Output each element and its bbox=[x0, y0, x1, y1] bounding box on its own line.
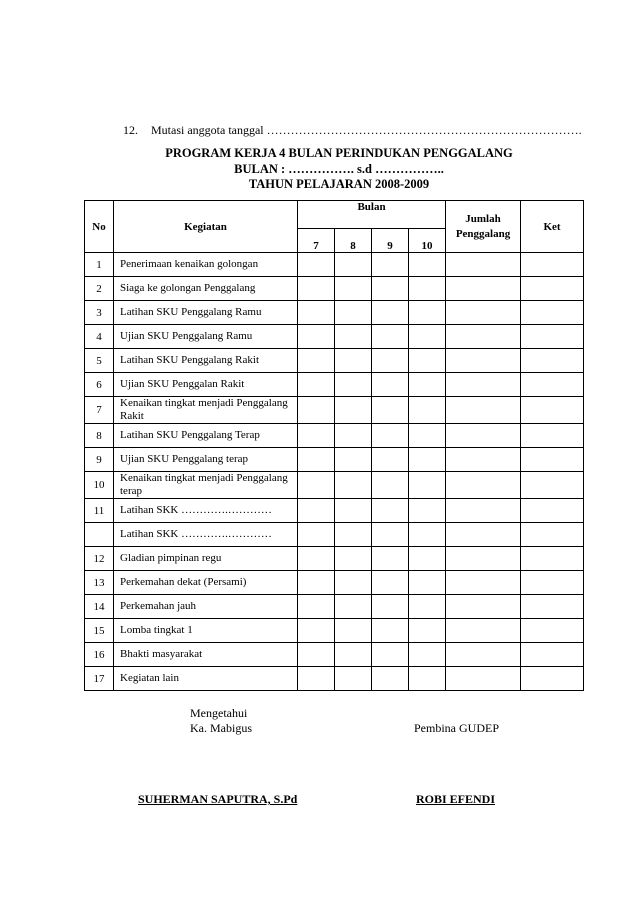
month-8-cell[interactable] bbox=[335, 619, 372, 643]
month-7-cell[interactable] bbox=[298, 472, 335, 499]
right-signatory-name: ROBI EFENDI bbox=[416, 792, 496, 806]
row-number: 3 bbox=[85, 301, 114, 325]
month-10-cell[interactable] bbox=[409, 472, 446, 499]
row-kegiatan: Kenaikan tingkat menjadi Penggalang terap bbox=[114, 472, 298, 499]
month-7-cell[interactable] bbox=[298, 667, 335, 691]
month-7-cell[interactable] bbox=[298, 424, 335, 448]
month-10-cell[interactable] bbox=[409, 373, 446, 397]
row-kegiatan: Perkemahan jauh bbox=[114, 595, 298, 619]
row-number: 1 bbox=[85, 253, 114, 277]
month-8-cell[interactable] bbox=[335, 301, 372, 325]
month-10-cell[interactable] bbox=[409, 595, 446, 619]
ket-cell[interactable] bbox=[521, 643, 584, 667]
month-9-cell[interactable] bbox=[372, 619, 409, 643]
month-8-cell[interactable] bbox=[335, 523, 372, 547]
month-10-cell[interactable] bbox=[409, 448, 446, 472]
table-row bbox=[85, 277, 584, 301]
month-10-cell[interactable] bbox=[409, 499, 446, 523]
month-8-cell[interactable] bbox=[335, 472, 372, 499]
row-kegiatan: Kegiatan lain bbox=[114, 667, 298, 691]
ket-cell[interactable] bbox=[521, 349, 584, 373]
month-7-cell[interactable] bbox=[298, 643, 335, 667]
table-row bbox=[85, 325, 584, 349]
row-kegiatan: Siaga ke golongan Penggalang bbox=[114, 277, 298, 301]
jumlah-cell[interactable] bbox=[446, 523, 521, 547]
ka-mabigus-label: Ka. Mabigus bbox=[190, 721, 252, 735]
month-7-cell[interactable] bbox=[298, 499, 335, 523]
month-8-cell[interactable] bbox=[335, 277, 372, 301]
table-row bbox=[85, 667, 584, 691]
month-8-cell[interactable] bbox=[335, 397, 372, 424]
ket-cell[interactable] bbox=[521, 472, 584, 499]
month-8-cell[interactable] bbox=[335, 499, 372, 523]
row-kegiatan: Gladian pimpinan regu bbox=[114, 547, 298, 571]
month-8-cell[interactable] bbox=[335, 325, 372, 349]
row-number: 14 bbox=[85, 595, 114, 619]
month-7-cell[interactable] bbox=[298, 373, 335, 397]
table-row bbox=[85, 424, 584, 448]
month-8-cell[interactable] bbox=[335, 571, 372, 595]
row-number: 12 bbox=[85, 547, 114, 571]
row-kegiatan: Perkemahan dekat (Persami) bbox=[114, 571, 298, 595]
row-number: 15 bbox=[85, 619, 114, 643]
row-kegiatan: Ujian SKU Penggalang Ramu bbox=[114, 325, 298, 349]
month-9-cell[interactable] bbox=[372, 325, 409, 349]
table-row bbox=[85, 619, 584, 643]
table-row bbox=[85, 472, 584, 499]
month-10-cell[interactable] bbox=[409, 643, 446, 667]
month-9-cell[interactable] bbox=[372, 253, 409, 277]
month-7-cell[interactable] bbox=[298, 301, 335, 325]
ket-cell[interactable] bbox=[521, 499, 584, 523]
header-jumlah: Jumlah Penggalang bbox=[446, 201, 521, 253]
month-7-cell[interactable] bbox=[298, 547, 335, 571]
month-8-cell[interactable] bbox=[335, 643, 372, 667]
month-9-cell[interactable] bbox=[372, 523, 409, 547]
month-7-cell[interactable] bbox=[298, 571, 335, 595]
jumlah-cell[interactable] bbox=[446, 349, 521, 373]
row-number: 9 bbox=[85, 448, 114, 472]
month-7-cell[interactable] bbox=[298, 253, 335, 277]
header-ket: Ket bbox=[521, 201, 584, 253]
row-kegiatan: Latihan SKK ………….………… bbox=[114, 523, 298, 547]
month-9-cell[interactable] bbox=[372, 277, 409, 301]
jumlah-cell[interactable] bbox=[446, 547, 521, 571]
row-number: 5 bbox=[85, 349, 114, 373]
row-number: 16 bbox=[85, 643, 114, 667]
ket-cell[interactable] bbox=[521, 277, 584, 301]
month-8-cell[interactable] bbox=[335, 595, 372, 619]
jumlah-cell[interactable] bbox=[446, 448, 521, 472]
table-body bbox=[85, 253, 584, 691]
table-row bbox=[85, 397, 584, 424]
ket-cell[interactable] bbox=[521, 448, 584, 472]
title-line-2: BULAN : ……………. s.d …………….. bbox=[234, 162, 444, 176]
row-number: 6 bbox=[85, 373, 114, 397]
row-number: 7 bbox=[85, 397, 114, 424]
month-8-cell[interactable] bbox=[335, 448, 372, 472]
table-row bbox=[85, 448, 584, 472]
header-no: No bbox=[85, 201, 114, 253]
month-7-cell[interactable] bbox=[298, 595, 335, 619]
table-row bbox=[85, 349, 584, 373]
ket-cell[interactable] bbox=[521, 253, 584, 277]
row-kegiatan: Ujian SKU Penggalang terap bbox=[114, 448, 298, 472]
row-number: 17 bbox=[85, 667, 114, 691]
ket-cell[interactable] bbox=[521, 667, 584, 691]
row-number: 10 bbox=[85, 472, 114, 499]
mengetahui-label: Mengetahui bbox=[190, 706, 248, 720]
row-kegiatan: Latihan SKU Penggalang Ramu bbox=[114, 301, 298, 325]
month-7-cell[interactable] bbox=[298, 277, 335, 301]
header-month-8: 8 bbox=[335, 229, 372, 253]
month-9-cell[interactable] bbox=[372, 571, 409, 595]
month-9-cell[interactable] bbox=[372, 397, 409, 424]
month-8-cell[interactable] bbox=[335, 547, 372, 571]
month-9-cell[interactable] bbox=[372, 667, 409, 691]
month-7-cell[interactable] bbox=[298, 523, 335, 547]
jumlah-cell[interactable] bbox=[446, 301, 521, 325]
row-number: 4 bbox=[85, 325, 114, 349]
row-kegiatan: Lomba tingkat 1 bbox=[114, 619, 298, 643]
month-8-cell[interactable] bbox=[335, 349, 372, 373]
month-7-cell[interactable] bbox=[298, 619, 335, 643]
jumlah-cell[interactable] bbox=[446, 472, 521, 499]
month-8-cell[interactable] bbox=[335, 424, 372, 448]
month-8-cell[interactable] bbox=[335, 667, 372, 691]
month-10-cell[interactable] bbox=[409, 397, 446, 424]
month-9-cell[interactable] bbox=[372, 349, 409, 373]
jumlah-cell[interactable] bbox=[446, 595, 521, 619]
program-table bbox=[84, 200, 584, 691]
jumlah-cell[interactable] bbox=[446, 373, 521, 397]
month-10-cell[interactable] bbox=[409, 424, 446, 448]
jumlah-cell[interactable] bbox=[446, 325, 521, 349]
header-month-7: 7 bbox=[298, 229, 335, 253]
month-10-cell[interactable] bbox=[409, 619, 446, 643]
jumlah-cell[interactable] bbox=[446, 499, 521, 523]
month-9-cell[interactable] bbox=[372, 472, 409, 499]
table-row bbox=[85, 547, 584, 571]
ket-cell[interactable] bbox=[521, 424, 584, 448]
row-kegiatan: Latihan SKK ………….………… bbox=[114, 499, 298, 523]
month-7-cell[interactable] bbox=[298, 349, 335, 373]
row-number: 13 bbox=[85, 571, 114, 595]
table-row bbox=[85, 499, 584, 523]
jumlah-cell[interactable] bbox=[446, 667, 521, 691]
month-9-cell[interactable] bbox=[372, 595, 409, 619]
ket-cell[interactable] bbox=[521, 619, 584, 643]
month-10-cell[interactable] bbox=[409, 277, 446, 301]
month-7-cell[interactable] bbox=[298, 397, 335, 424]
month-9-cell[interactable] bbox=[372, 547, 409, 571]
header-month-10: 10 bbox=[409, 229, 446, 253]
month-10-cell[interactable] bbox=[409, 253, 446, 277]
pembina-gudep-label: Pembina GUDEP bbox=[414, 721, 499, 735]
table-row bbox=[85, 595, 584, 619]
jumlah-cell[interactable] bbox=[446, 424, 521, 448]
jumlah-cell[interactable] bbox=[446, 643, 521, 667]
row-kegiatan: Penerimaan kenaikan golongan bbox=[114, 253, 298, 277]
month-9-cell[interactable] bbox=[372, 373, 409, 397]
ket-cell[interactable] bbox=[521, 397, 584, 424]
jumlah-cell[interactable] bbox=[446, 619, 521, 643]
title-line-1: PROGRAM KERJA 4 BULAN PERINDUKAN PENGGALANG bbox=[165, 146, 513, 160]
ket-cell[interactable] bbox=[521, 301, 584, 325]
month-9-cell[interactable] bbox=[372, 424, 409, 448]
jumlah-cell[interactable] bbox=[446, 277, 521, 301]
header-month-9: 9 bbox=[372, 229, 409, 253]
row-number bbox=[85, 523, 114, 547]
table-row bbox=[85, 373, 584, 397]
title-line-3: TAHUN PELAJARAN 2008-2009 bbox=[248, 177, 430, 191]
month-8-cell[interactable] bbox=[335, 373, 372, 397]
month-7-cell[interactable] bbox=[298, 325, 335, 349]
month-10-cell[interactable] bbox=[409, 349, 446, 373]
month-9-cell[interactable] bbox=[372, 643, 409, 667]
ket-cell[interactable] bbox=[521, 547, 584, 571]
row-kegiatan: Latihan SKU Penggalang Rakit bbox=[114, 349, 298, 373]
item-text: Mutasi anggota tanggal ……………………………………………………………………. bbox=[151, 123, 582, 137]
row-kegiatan: Kenaikan tingkat menjadi Penggalang Rakit bbox=[114, 397, 298, 424]
row-kegiatan: Bhakti masyarakat bbox=[114, 643, 298, 667]
month-9-cell[interactable] bbox=[372, 448, 409, 472]
table-row bbox=[85, 253, 584, 277]
month-7-cell[interactable] bbox=[298, 448, 335, 472]
row-kegiatan: Latihan SKU Penggalang Terap bbox=[114, 424, 298, 448]
row-kegiatan: Ujian SKU Penggalan Rakit bbox=[114, 373, 298, 397]
jumlah-cell[interactable] bbox=[446, 253, 521, 277]
table-row bbox=[85, 523, 584, 547]
table-row bbox=[85, 301, 584, 325]
jumlah-cell[interactable] bbox=[446, 397, 521, 424]
left-signatory-name: SUHERMAN SAPUTRA, S.Pd bbox=[138, 792, 298, 806]
row-number: 8 bbox=[85, 424, 114, 448]
month-10-cell[interactable] bbox=[409, 325, 446, 349]
row-number: 2 bbox=[85, 277, 114, 301]
ket-cell[interactable] bbox=[521, 523, 584, 547]
row-number: 11 bbox=[85, 499, 114, 523]
month-10-cell[interactable] bbox=[409, 571, 446, 595]
ket-cell[interactable] bbox=[521, 373, 584, 397]
item-number: 12. bbox=[123, 123, 138, 137]
header-bulan: Bulan bbox=[298, 201, 446, 229]
month-10-cell[interactable] bbox=[409, 301, 446, 325]
month-9-cell[interactable] bbox=[372, 301, 409, 325]
month-9-cell[interactable] bbox=[372, 499, 409, 523]
item-line bbox=[123, 123, 582, 138]
table-row bbox=[85, 643, 584, 667]
table-row bbox=[85, 571, 584, 595]
ket-cell[interactable] bbox=[521, 595, 584, 619]
month-10-cell[interactable] bbox=[409, 523, 446, 547]
month-10-cell[interactable] bbox=[409, 547, 446, 571]
month-8-cell[interactable] bbox=[335, 253, 372, 277]
ket-cell[interactable] bbox=[521, 571, 584, 595]
ket-cell[interactable] bbox=[521, 325, 584, 349]
header-kegiatan: Kegiatan bbox=[114, 201, 298, 253]
jumlah-cell[interactable] bbox=[446, 571, 521, 595]
month-10-cell[interactable] bbox=[409, 667, 446, 691]
